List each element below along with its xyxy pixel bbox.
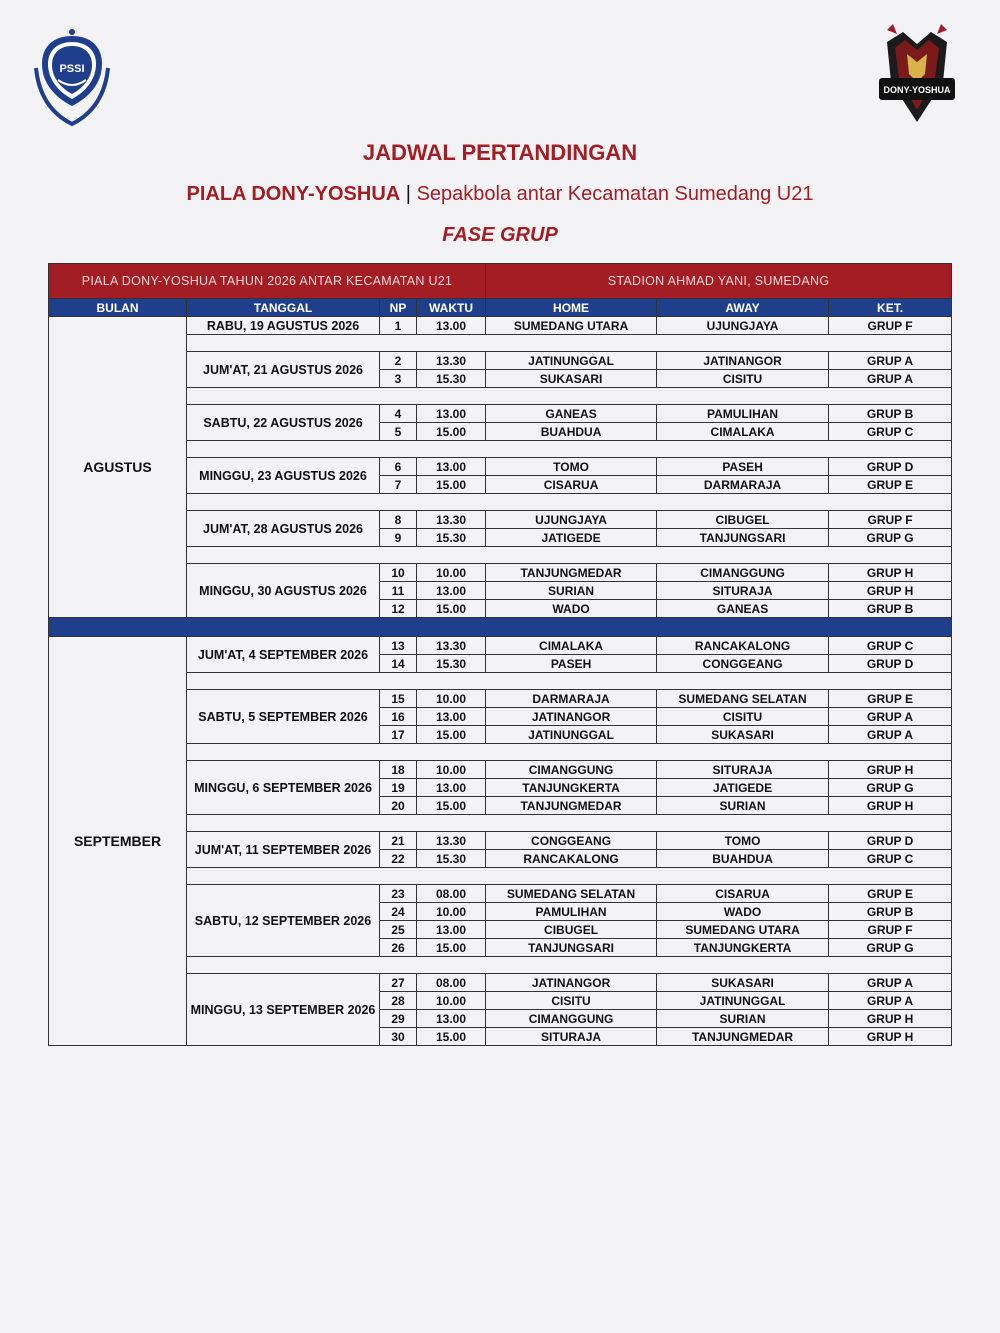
spacer-cell xyxy=(187,868,952,885)
waktu-cell: 15.30 xyxy=(417,850,486,868)
waktu-cell: 15.00 xyxy=(417,476,486,494)
home-cell: JATINANGOR xyxy=(486,974,657,992)
home-cell: CIMANGGUNG xyxy=(486,761,657,779)
np-cell: 29 xyxy=(380,1010,417,1028)
np-cell: 11 xyxy=(380,582,417,600)
date-cell: JUM'AT, 4 SEPTEMBER 2026 xyxy=(187,637,380,673)
home-cell: DARMARAJA xyxy=(486,690,657,708)
spacer-cell xyxy=(187,335,952,352)
home-cell: SUKASARI xyxy=(486,370,657,388)
dony-yoshua-logo-text: DONY-YOSHUA xyxy=(883,85,951,95)
ket-cell: GRUP H xyxy=(829,582,952,600)
subtitle-tournament: PIALA DONY-YOSHUA xyxy=(186,183,401,205)
waktu-cell: 13.30 xyxy=(417,637,486,655)
header-waktu: WAKTU xyxy=(417,299,486,317)
date-cell: RABU, 19 AGUSTUS 2026 xyxy=(187,317,380,335)
ket-cell: GRUP E xyxy=(829,476,952,494)
home-cell: CIMALAKA xyxy=(486,637,657,655)
np-cell: 3 xyxy=(380,370,417,388)
ket-cell: GRUP A xyxy=(829,708,952,726)
date-cell: MINGGU, 6 SEPTEMBER 2026 xyxy=(187,761,380,815)
ket-cell: GRUP C xyxy=(829,637,952,655)
away-cell: SUMEDANG UTARA xyxy=(657,921,829,939)
away-cell: JATIGEDE xyxy=(657,779,829,797)
spacer-cell xyxy=(187,494,952,511)
month-cell: SEPTEMBER xyxy=(49,637,187,1046)
home-cell: BUAHDUA xyxy=(486,423,657,441)
waktu-cell: 15.00 xyxy=(417,1028,486,1046)
away-cell: CIMANGGUNG xyxy=(657,564,829,582)
home-cell: JATINANGOR xyxy=(486,708,657,726)
away-cell: CIBUGEL xyxy=(657,511,829,529)
home-cell: PASEH xyxy=(486,655,657,673)
np-cell: 7 xyxy=(380,476,417,494)
spacer-cell xyxy=(187,957,952,974)
away-cell: GANEAS xyxy=(657,600,829,618)
waktu-cell: 10.00 xyxy=(417,690,486,708)
waktu-cell: 13.00 xyxy=(417,708,486,726)
ket-cell: GRUP H xyxy=(829,761,952,779)
np-cell: 14 xyxy=(380,655,417,673)
away-cell: WADO xyxy=(657,903,829,921)
ket-cell: GRUP H xyxy=(829,564,952,582)
away-cell: RANCAKALONG xyxy=(657,637,829,655)
schedule-table xyxy=(48,263,952,1046)
waktu-cell: 13.00 xyxy=(417,779,486,797)
away-cell: TOMO xyxy=(657,832,829,850)
np-cell: 22 xyxy=(380,850,417,868)
header-bulan: BULAN xyxy=(49,299,187,317)
away-cell: SUMEDANG SELATAN xyxy=(657,690,829,708)
header-away: AWAY xyxy=(657,299,829,317)
spacer-cell xyxy=(187,388,952,405)
date-cell: SABTU, 12 SEPTEMBER 2026 xyxy=(187,885,380,957)
banner-venue: STADION AHMAD YANI, SUMEDANG xyxy=(486,264,952,299)
waktu-cell: 15.00 xyxy=(417,939,486,957)
date-cell: SABTU, 5 SEPTEMBER 2026 xyxy=(187,690,380,744)
home-cell: CISITU xyxy=(486,992,657,1010)
table-row xyxy=(49,317,952,335)
home-cell: TANJUNGMEDAR xyxy=(486,797,657,815)
waktu-cell: 13.30 xyxy=(417,832,486,850)
page-subtitle xyxy=(0,183,1000,206)
np-cell: 20 xyxy=(380,797,417,815)
subtitle-separator: | xyxy=(405,183,411,205)
np-cell: 25 xyxy=(380,921,417,939)
waktu-cell: 13.00 xyxy=(417,1010,486,1028)
ket-cell: GRUP F xyxy=(829,921,952,939)
away-cell: JATINANGOR xyxy=(657,352,829,370)
ket-cell: GRUP D xyxy=(829,832,952,850)
away-cell: CISITU xyxy=(657,708,829,726)
waktu-cell: 13.00 xyxy=(417,582,486,600)
away-cell: CISARUA xyxy=(657,885,829,903)
waktu-cell: 13.00 xyxy=(417,405,486,423)
waktu-cell: 08.00 xyxy=(417,974,486,992)
pssi-logo-text: PSSI xyxy=(59,63,85,75)
header-np: NP xyxy=(380,299,417,317)
np-cell: 21 xyxy=(380,832,417,850)
date-cell: MINGGU, 13 SEPTEMBER 2026 xyxy=(187,974,380,1046)
page-title: JADWAL PERTANDINGAN xyxy=(362,140,638,165)
ket-cell: GRUP G xyxy=(829,529,952,547)
ket-cell: GRUP A xyxy=(829,992,952,1010)
away-cell: CIMALAKA xyxy=(657,423,829,441)
np-cell: 19 xyxy=(380,779,417,797)
away-cell: UJUNGJAYA xyxy=(657,317,829,335)
home-cell: RANCAKALONG xyxy=(486,850,657,868)
ket-cell: GRUP A xyxy=(829,726,952,744)
np-cell: 27 xyxy=(380,974,417,992)
home-cell: JATINUNGGAL xyxy=(486,726,657,744)
pssi-emblem-icon xyxy=(30,28,115,130)
spacer-cell xyxy=(187,547,952,564)
phase-title: FASE GRUP xyxy=(442,224,558,246)
spacer-cell xyxy=(187,673,952,690)
month-cell: AGUSTUS xyxy=(49,317,187,618)
np-cell: 30 xyxy=(380,1028,417,1046)
ket-cell: GRUP C xyxy=(829,423,952,441)
waktu-cell: 15.30 xyxy=(417,655,486,673)
np-cell: 4 xyxy=(380,405,417,423)
home-cell: TANJUNGMEDAR xyxy=(486,564,657,582)
away-cell: CISITU xyxy=(657,370,829,388)
date-cell: SABTU, 22 AGUSTUS 2026 xyxy=(187,405,380,441)
away-cell: SURIAN xyxy=(657,1010,829,1028)
ket-cell: GRUP E xyxy=(829,690,952,708)
home-cell: CISARUA xyxy=(486,476,657,494)
header-home: HOME xyxy=(486,299,657,317)
np-cell: 24 xyxy=(380,903,417,921)
date-cell: MINGGU, 30 AGUSTUS 2026 xyxy=(187,564,380,618)
away-cell: SITURAJA xyxy=(657,582,829,600)
away-cell: SITURAJA xyxy=(657,761,829,779)
ket-cell: GRUP E xyxy=(829,885,952,903)
waktu-cell: 13.00 xyxy=(417,921,486,939)
month-divider xyxy=(49,618,952,637)
dony-yoshua-logo xyxy=(873,22,961,130)
date-cell: JUM'AT, 11 SEPTEMBER 2026 xyxy=(187,832,380,868)
banner-tournament: PIALA DONY-YOSHUA TAHUN 2026 ANTAR KECAMATAN U21 xyxy=(49,264,486,299)
np-cell: 6 xyxy=(380,458,417,476)
waktu-cell: 15.00 xyxy=(417,726,486,744)
waktu-cell: 15.30 xyxy=(417,370,486,388)
home-cell: SUMEDANG UTARA xyxy=(486,317,657,335)
waktu-cell: 13.30 xyxy=(417,352,486,370)
ket-cell: GRUP B xyxy=(829,600,952,618)
np-cell: 13 xyxy=(380,637,417,655)
away-cell: TANJUNGSARI xyxy=(657,529,829,547)
ket-cell: GRUP H xyxy=(829,1010,952,1028)
ket-cell: GRUP H xyxy=(829,797,952,815)
waktu-cell: 10.00 xyxy=(417,903,486,921)
home-cell: GANEAS xyxy=(486,405,657,423)
waktu-cell: 13.30 xyxy=(417,511,486,529)
np-cell: 9 xyxy=(380,529,417,547)
ket-cell: GRUP A xyxy=(829,352,952,370)
away-cell: CONGGEANG xyxy=(657,655,829,673)
waktu-cell: 15.00 xyxy=(417,797,486,815)
home-cell: WADO xyxy=(486,600,657,618)
away-cell: DARMARAJA xyxy=(657,476,829,494)
away-cell: TANJUNGMEDAR xyxy=(657,1028,829,1046)
np-cell: 28 xyxy=(380,992,417,1010)
away-cell: PASEH xyxy=(657,458,829,476)
waktu-cell: 15.00 xyxy=(417,423,486,441)
ket-cell: GRUP C xyxy=(829,850,952,868)
home-cell: TOMO xyxy=(486,458,657,476)
np-cell: 2 xyxy=(380,352,417,370)
subtitle-description: Sepakbola antar Kecamatan Sumedang U21 xyxy=(416,183,814,205)
home-cell: TANJUNGKERTA xyxy=(486,779,657,797)
spacer-cell xyxy=(187,815,952,832)
waktu-cell: 13.00 xyxy=(417,458,486,476)
ket-cell: GRUP B xyxy=(829,903,952,921)
date-cell: JUM'AT, 21 AGUSTUS 2026 xyxy=(187,352,380,388)
ket-cell: GRUP G xyxy=(829,779,952,797)
ket-cell: GRUP A xyxy=(829,974,952,992)
waktu-cell: 10.00 xyxy=(417,564,486,582)
away-cell: SUKASARI xyxy=(657,974,829,992)
waktu-cell: 15.00 xyxy=(417,600,486,618)
date-cell: JUM'AT, 28 AGUSTUS 2026 xyxy=(187,511,380,547)
waktu-cell: 10.00 xyxy=(417,761,486,779)
np-cell: 10 xyxy=(380,564,417,582)
np-cell: 26 xyxy=(380,939,417,957)
ket-cell: GRUP D xyxy=(829,655,952,673)
ket-cell: GRUP H xyxy=(829,1028,952,1046)
home-cell: JATINUNGGAL xyxy=(486,352,657,370)
month-divider-row xyxy=(49,618,952,637)
np-cell: 15 xyxy=(380,690,417,708)
home-cell: SITURAJA xyxy=(486,1028,657,1046)
home-cell: TANJUNGSARI xyxy=(486,939,657,957)
home-cell: CONGGEANG xyxy=(486,832,657,850)
home-cell: PAMULIHAN xyxy=(486,903,657,921)
np-cell: 17 xyxy=(380,726,417,744)
np-cell: 23 xyxy=(380,885,417,903)
away-cell: SURIAN xyxy=(657,797,829,815)
home-cell: SUMEDANG SELATAN xyxy=(486,885,657,903)
header-tanggal: TANGGAL xyxy=(187,299,380,317)
dony-yoshua-crest-icon xyxy=(873,22,961,130)
home-cell: CIMANGGUNG xyxy=(486,1010,657,1028)
home-cell: JATIGEDE xyxy=(486,529,657,547)
ket-cell: GRUP G xyxy=(829,939,952,957)
np-cell: 1 xyxy=(380,317,417,335)
waktu-cell: 08.00 xyxy=(417,885,486,903)
ket-cell: GRUP D xyxy=(829,458,952,476)
away-cell: BUAHDUA xyxy=(657,850,829,868)
date-cell: MINGGU, 23 AGUSTUS 2026 xyxy=(187,458,380,494)
away-cell: SUKASARI xyxy=(657,726,829,744)
np-cell: 8 xyxy=(380,511,417,529)
waktu-cell: 13.00 xyxy=(417,317,486,335)
table-row xyxy=(49,637,952,655)
away-cell: TANJUNGKERTA xyxy=(657,939,829,957)
ket-cell: GRUP A xyxy=(829,370,952,388)
spacer-cell xyxy=(187,744,952,761)
away-cell: PAMULIHAN xyxy=(657,405,829,423)
ket-cell: GRUP B xyxy=(829,405,952,423)
header-ket: KET. xyxy=(829,299,952,317)
np-cell: 5 xyxy=(380,423,417,441)
ket-cell: GRUP F xyxy=(829,511,952,529)
pssi-logo xyxy=(30,28,115,130)
waktu-cell: 10.00 xyxy=(417,992,486,1010)
np-cell: 12 xyxy=(380,600,417,618)
away-cell: JATINUNGGAL xyxy=(657,992,829,1010)
ket-cell: GRUP F xyxy=(829,317,952,335)
home-cell: CIBUGEL xyxy=(486,921,657,939)
waktu-cell: 15.30 xyxy=(417,529,486,547)
spacer-cell xyxy=(187,441,952,458)
home-cell: SURIAN xyxy=(486,582,657,600)
home-cell: UJUNGJAYA xyxy=(486,511,657,529)
np-cell: 16 xyxy=(380,708,417,726)
np-cell: 18 xyxy=(380,761,417,779)
